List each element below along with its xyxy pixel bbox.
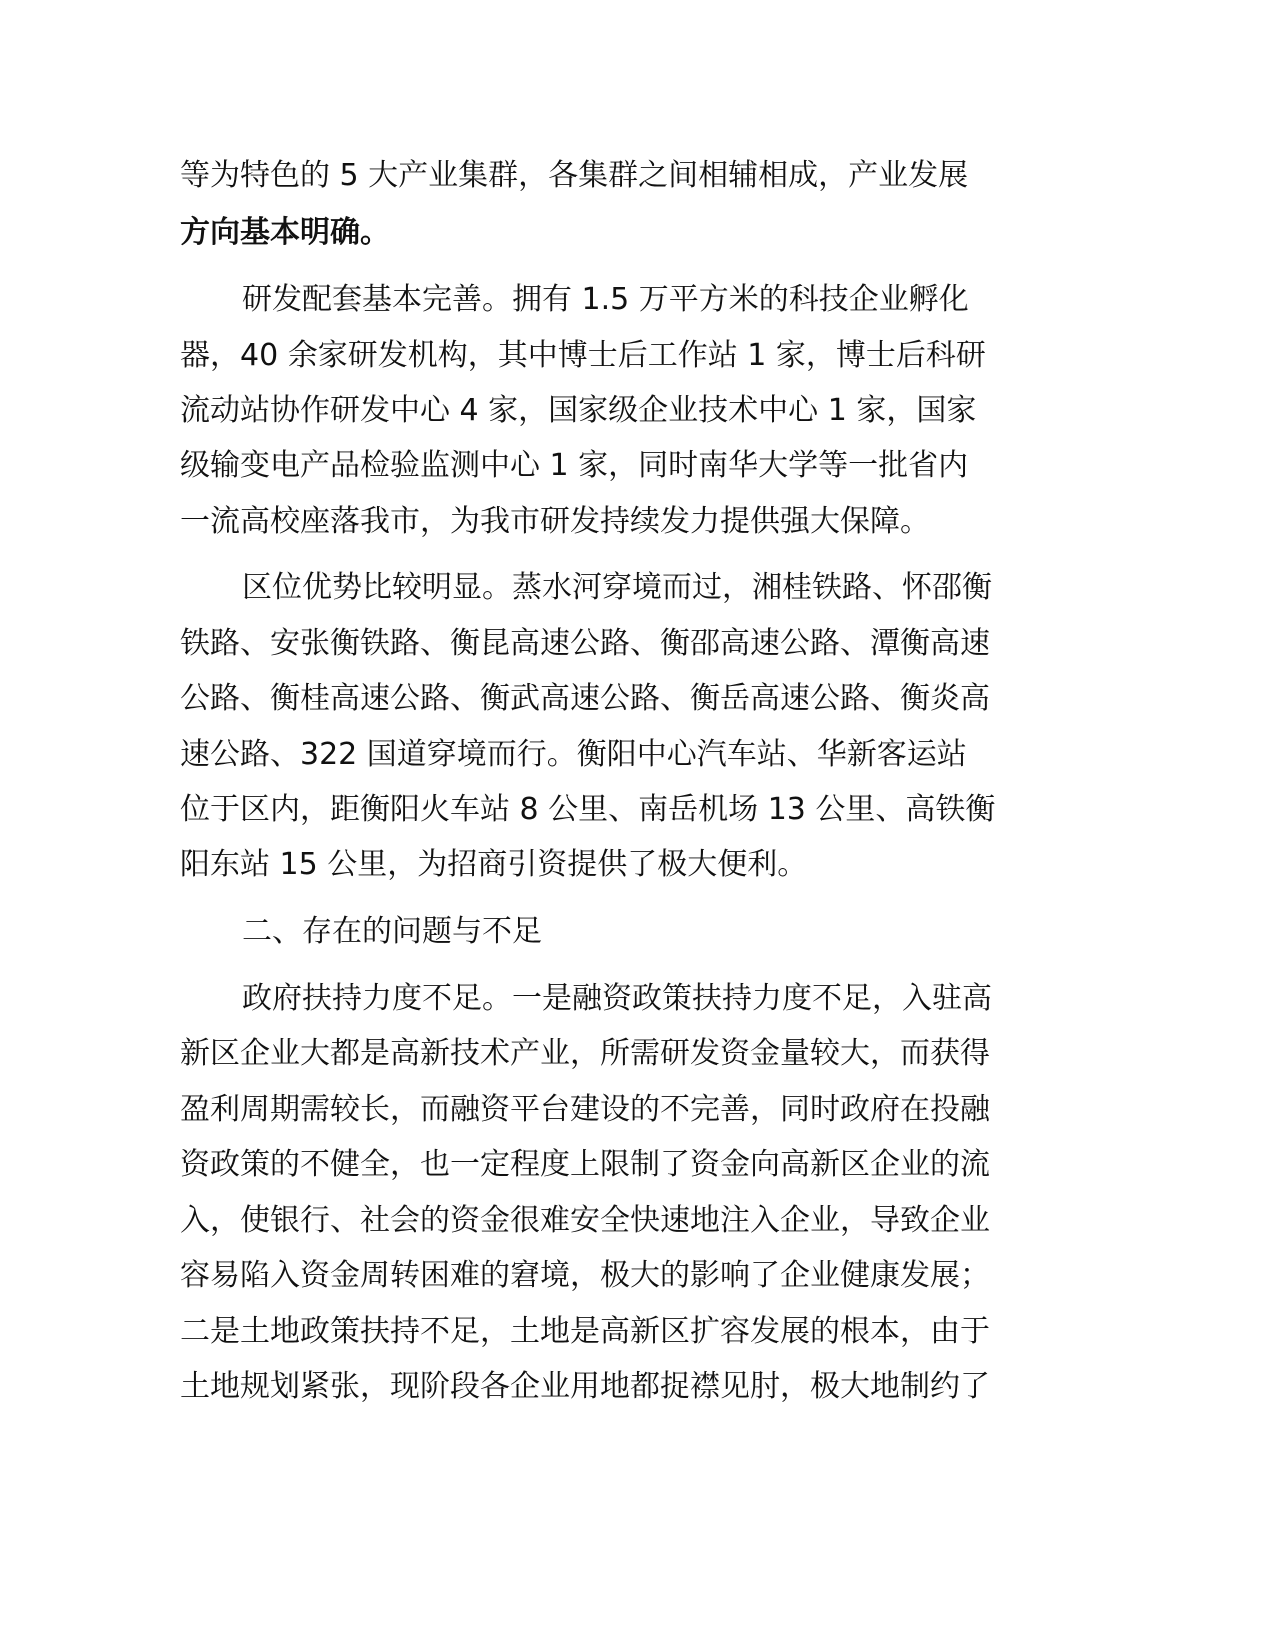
text-line: 二是土地政策扶持不足，土地是高新区扩容发展的根本，由于: [180, 1314, 990, 1349]
text-line: 阳东站 15 公里，为招商引资提供了极大便利。: [180, 847, 808, 882]
text-line: 入，使银行、社会的资金很难安全快速地注入企业，导致企业: [180, 1203, 990, 1238]
text-line: 方向基本明确。: [180, 215, 390, 250]
text-line: 等为特色的 5 大产业集群，各集群之间相辅相成，产业发展: [180, 158, 969, 193]
text-line: 器，40 余家研发机构，其中博士后工作站 1 家，博士后科研: [180, 338, 986, 373]
text-line: 公路、衡桂高速公路、衡武高速公路、衡岳高速公路、衡炎高: [180, 681, 990, 716]
text-line: 一流高校座落我市，为我市研发持续发力提供强大保障。: [180, 504, 930, 539]
text-line: 区位优势比较明显。蒸水河穿境而过，湘桂铁路、怀邵衡: [242, 570, 992, 605]
text-line: 新区企业大都是高新技术产业，所需研发资金量较大，而获得: [180, 1036, 990, 1071]
text-line: 研发配套基本完善。拥有 1.5 万平方米的科技企业孵化: [242, 282, 969, 317]
text-line: 级输变电产品检验监测中心 1 家，同时南华大学等一批省内: [180, 448, 969, 483]
text-line: 盈利周期需较长，而融资平台建设的不完善，同时政府在投融: [180, 1092, 990, 1127]
text-line: 流动站协作研发中心 4 家，国家级企业技术中心 1 家，国家: [180, 393, 977, 428]
text-line: 铁路、安张衡铁路、衡昆高速公路、衡邵高速公路、潭衡高速: [180, 626, 990, 661]
text-line: 资政策的不健全，也一定程度上限制了资金向高新区企业的流: [180, 1147, 990, 1182]
text-line: 速公路、322 国道穿境而行。衡阳中心汽车站、华新客运站: [180, 737, 967, 772]
text-line: 土地规划紧张，现阶段各企业用地都捉襟见肘，极大地制约了: [180, 1369, 990, 1404]
text-line: 容易陷入资金周转困难的窘境，极大的影响了企业健康发展；: [180, 1258, 990, 1293]
section-heading: 二、存在的问题与不足: [242, 914, 542, 949]
text-line: 位于区内，距衡阳火车站 8 公里、南岳机场 13 公里、高铁衡: [180, 792, 996, 827]
text-line: 政府扶持力度不足。一是融资政策扶持力度不足，入驻高: [242, 981, 992, 1016]
